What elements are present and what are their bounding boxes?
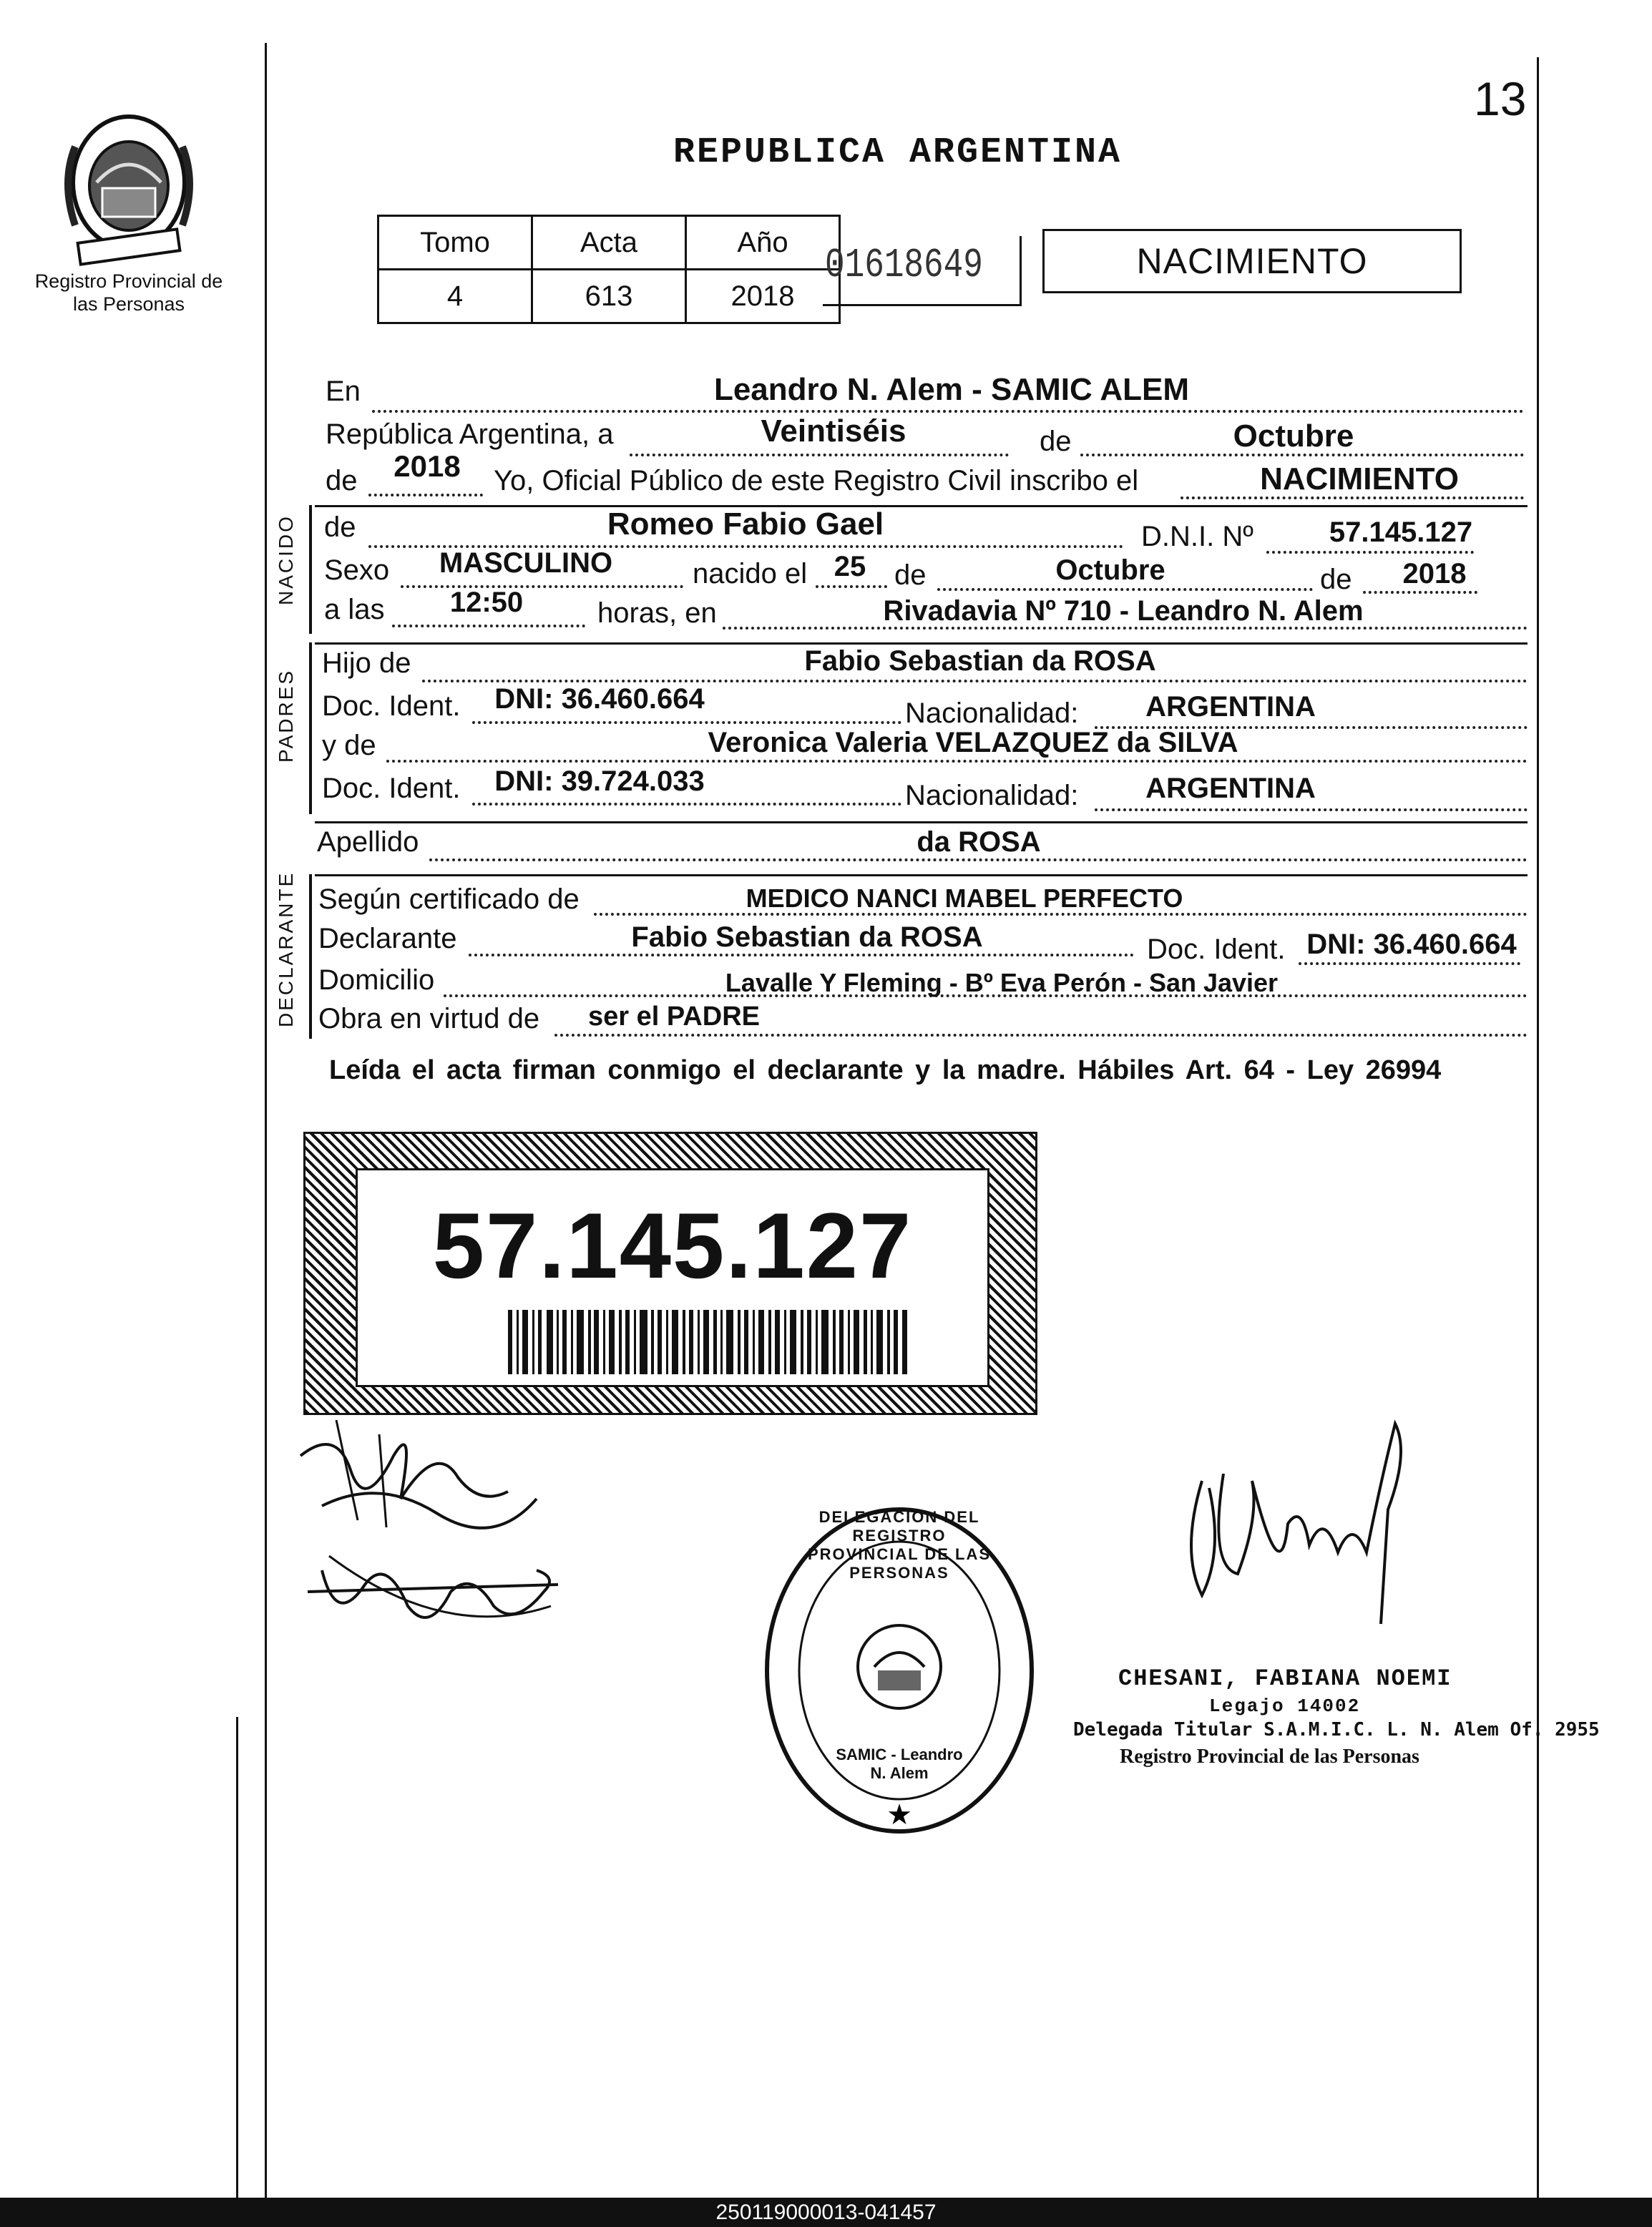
decl-label: Declarante <box>318 923 457 954</box>
svg-text:★: ★ <box>886 1798 912 1831</box>
dotted-line <box>816 585 887 588</box>
serial-number: 01618649 <box>825 242 983 289</box>
horas-label: horas, en <box>597 597 717 629</box>
nacido-section-label: NACIDO <box>275 514 297 605</box>
name-label: de <box>324 512 356 543</box>
ano-value: 2018 <box>686 270 840 323</box>
apellido-label: Apellido <box>317 826 419 858</box>
y-de-label: y de <box>322 730 376 761</box>
sticker-number: 57.145.127 <box>432 1193 913 1298</box>
child-name: Romeo Fabio Gael <box>607 506 884 542</box>
a-las-label: a las <box>324 594 385 625</box>
cert-value: MEDICO NANCI MABEL PERFECTO <box>746 884 1183 913</box>
seal-inner-text: SAMIC - Leandro N. Alem <box>836 1746 963 1782</box>
doc-label: Doc. Ident. <box>322 773 461 804</box>
seal-outer-text: DELEGACION DEL REGISTRO PROVINCIAL DE LAS PERSONAS <box>807 1508 992 1582</box>
dotted-line <box>937 588 1313 591</box>
serial-underline <box>823 304 1020 306</box>
padres-section-label: PADRES <box>275 668 297 763</box>
intro-month: Octubre <box>1233 419 1354 454</box>
intro-place: Leandro N. Alem - SAMIC ALEM <box>713 372 1190 407</box>
serial-bracket <box>1020 236 1022 306</box>
barcode <box>508 1310 909 1374</box>
nac-label: Nacionalidad: <box>905 698 1079 729</box>
de-label: de <box>1040 426 1072 457</box>
acta-header: Acta <box>532 216 686 270</box>
dotted-line <box>392 625 585 627</box>
dotted-line <box>386 760 1528 763</box>
register-table <box>377 215 841 324</box>
doc-label: Doc. Ident. <box>1147 934 1286 965</box>
section-rule <box>315 642 1528 645</box>
logo-caption: Registro Provincial de las Personas <box>34 270 223 315</box>
document-title: REPUBLICA ARGENTINA <box>673 132 1123 173</box>
de-label: de <box>894 559 927 591</box>
declarante-signature <box>293 1413 551 1535</box>
de-label: de <box>1320 564 1352 595</box>
obra-label: Obra en virtud de <box>318 1003 540 1034</box>
birth-place: Rivadavia Nº 710 - Leandro N. Alem <box>883 595 1364 627</box>
file-id-footer: 250119000013-041457 <box>0 2198 1652 2227</box>
dotted-line <box>1095 808 1528 811</box>
sticker-panel <box>356 1168 989 1387</box>
birth-time: 12:50 <box>449 587 524 618</box>
closing-note: Leída el acta firman conmigo el declarante y la madre. Hábiles Art. 64 - Ley 26994 <box>329 1055 1442 1085</box>
sexo-label: Sexo <box>324 554 390 586</box>
yo-text: Yo, Oficial Público de este Registro Civil inscribo el <box>494 465 1139 496</box>
en-label: En <box>326 376 361 407</box>
hijo-label: Hijo de <box>322 647 411 679</box>
official-name: CHESANI, FABIANA NOEMI <box>1118 1665 1452 1692</box>
dotted-line <box>368 494 483 496</box>
mother-doc: DNI: 39.724.033 <box>494 765 705 797</box>
dotted-line <box>472 721 901 724</box>
section-rule <box>315 874 1528 876</box>
nacido-label: nacido el <box>693 558 808 589</box>
nac-label: Nacionalidad: <box>905 780 1079 811</box>
child-sexo: MASCULINO <box>439 547 613 579</box>
tomo-header: Tomo <box>378 216 532 270</box>
cert-label: Según certificado de <box>318 884 580 915</box>
section-rule <box>315 821 1528 823</box>
record-type-box: NACIMIENTO <box>1042 229 1462 293</box>
dotted-line <box>429 858 1528 861</box>
dni-label: D.N.I. Nº <box>1141 521 1253 552</box>
padres-bracket <box>309 642 312 814</box>
provincial-shield-logo <box>39 104 218 272</box>
dotted-line <box>372 410 1524 413</box>
republica-label: República Argentina, a <box>326 419 614 450</box>
id-sticker <box>303 1132 1037 1415</box>
birth-day: 25 <box>834 551 866 582</box>
left-margin-line <box>265 43 267 2198</box>
official-signature <box>1159 1409 1431 1645</box>
intro-year: 2018 <box>394 449 461 483</box>
mother-signature <box>300 1542 572 1649</box>
official-registry: Registro Provincial de las Personas <box>1120 1746 1419 1768</box>
dotted-line <box>1266 551 1474 554</box>
mother-name: Veronica Valeria VELAZQUEZ da SILVA <box>708 727 1238 758</box>
intro-day: Veintiséis <box>761 413 906 449</box>
de-label: de <box>326 465 358 496</box>
dotted-line <box>1299 962 1520 965</box>
left-margin-line-lower <box>236 1717 238 2198</box>
declarante-name: Fabio Sebastian da ROSA <box>631 921 983 953</box>
page-number: 13 <box>1474 72 1527 125</box>
section-rule <box>315 505 1528 507</box>
official-legajo: Legajo 14002 <box>1209 1695 1361 1717</box>
dotted-line <box>472 803 901 806</box>
dotted-line <box>422 680 1528 682</box>
official-seal <box>760 1502 1039 1839</box>
dotted-line <box>554 1034 1528 1037</box>
declarante-doc: DNI: 36.460.664 <box>1306 929 1517 960</box>
dotted-line <box>1363 591 1477 594</box>
child-dni: 57.145.127 <box>1329 517 1473 548</box>
dom-label: Domicilio <box>318 964 435 996</box>
acta-value: 613 <box>532 270 686 323</box>
dotted-line <box>630 454 1009 456</box>
birth-month: Octubre <box>1055 554 1165 586</box>
nacido-bracket <box>309 505 312 634</box>
dotted-line <box>469 954 1134 956</box>
father-nacionalidad: ARGENTINA <box>1145 691 1316 723</box>
dotted-line <box>401 585 683 588</box>
right-margin-line <box>1537 57 1539 2198</box>
ano-header: Año <box>686 216 840 270</box>
intro-act: NACIMIENTO <box>1260 461 1459 496</box>
obra-value: ser el PADRE <box>587 1002 761 1032</box>
tomo-value: 4 <box>378 270 532 323</box>
domicilio-value: Lavalle Y Fleming - Bº Eva Perón - San Javier <box>725 968 1279 997</box>
birth-year: 2018 <box>1402 558 1467 589</box>
declarante-section-label: DECLARANTE <box>275 871 297 1027</box>
father-name: Fabio Sebastian da ROSA <box>804 645 1156 677</box>
declarante-bracket <box>309 874 312 1039</box>
mother-nacionalidad: ARGENTINA <box>1145 773 1316 804</box>
official-role: Delegada Titular S.A.M.I.C. L. N. Alem Of. 2955 <box>1073 1719 1600 1741</box>
doc-label: Doc. Ident. <box>322 690 461 722</box>
apellido-value: da ROSA <box>917 826 1041 858</box>
father-doc: DNI: 36.460.664 <box>494 683 705 715</box>
